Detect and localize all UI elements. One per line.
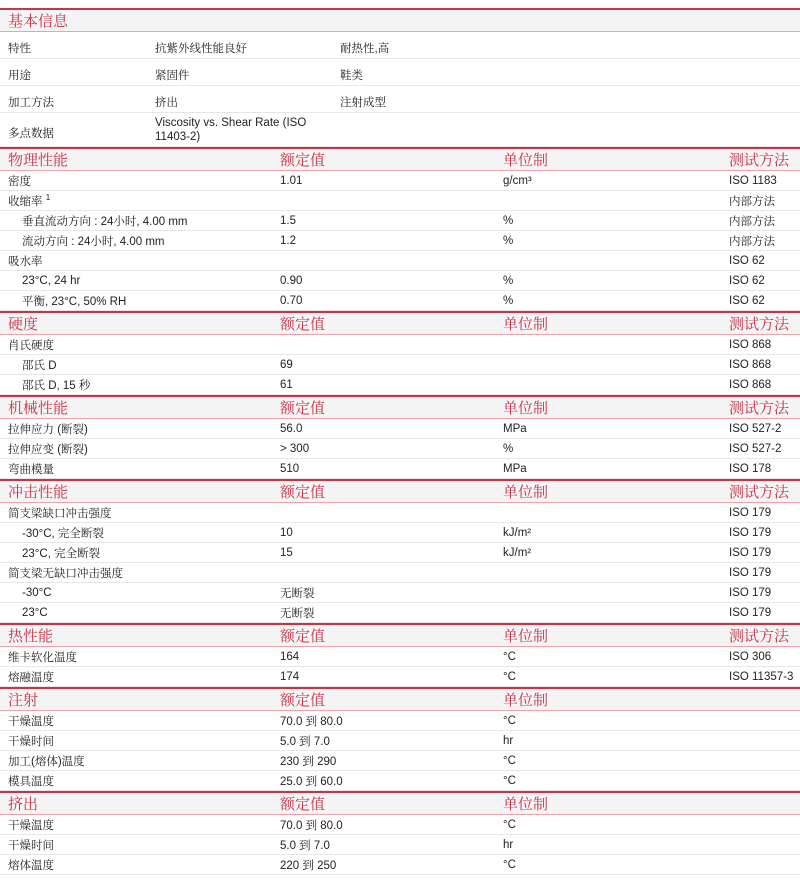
table-row: [0, 211, 800, 231]
section-title: 热性能: [8, 628, 54, 645]
table-row: [0, 459, 800, 479]
table-row: [0, 503, 800, 523]
value: 15: [280, 546, 293, 559]
basic-info-section: [0, 8, 800, 147]
table-row: [0, 855, 800, 875]
property-label: [22, 377, 90, 393]
section-title: 物理性能: [8, 152, 69, 169]
column-header-method: 测试方法: [729, 484, 790, 501]
table-row: [0, 231, 800, 251]
property-label: [8, 773, 54, 789]
property-label: 用途: [8, 70, 31, 82]
label-text: 简支梁无缺口冲击强度: [8, 567, 123, 580]
property-label: [8, 253, 43, 269]
label-text: 邵氏 D, 15 秒: [22, 379, 91, 392]
unit: °C: [503, 650, 516, 663]
table-row: [0, 191, 800, 211]
property-label: [22, 233, 165, 249]
label-text: -30°C, 完全断裂: [22, 527, 104, 540]
column-header-value: 额定值: [280, 628, 326, 645]
test-method: ISO 179: [729, 526, 772, 539]
property-value: 挤出: [155, 97, 178, 109]
unit: MPa: [503, 422, 527, 435]
label-text: 吸水率: [8, 255, 43, 268]
section-6: [0, 791, 800, 875]
section-header: [0, 8, 800, 32]
property-label: [22, 275, 80, 287]
property-label: 加工方法: [8, 97, 54, 109]
section-header: [0, 479, 800, 503]
value: 0.70: [280, 294, 303, 307]
section-title: 注射: [8, 692, 39, 709]
value: 5.0 到 7.0: [280, 839, 330, 852]
unit: °C: [503, 818, 516, 831]
test-method: ISO 179: [729, 566, 772, 579]
column-header-unit: 单位制: [503, 316, 549, 333]
value: 220 到 250: [280, 859, 337, 872]
unit: %: [503, 442, 514, 455]
section-5: [0, 687, 800, 791]
unit: %: [503, 234, 514, 247]
value: > 300: [280, 442, 310, 455]
property-label: [8, 173, 31, 189]
label-text: 邵氏 D: [22, 359, 57, 372]
column-header-unit: 单位制: [503, 692, 549, 709]
table-row: [0, 647, 800, 667]
label-text: 拉伸应变 (断裂): [8, 443, 88, 456]
test-method: 内部方法: [729, 195, 775, 208]
property-label: [8, 817, 54, 833]
table-row: [0, 603, 800, 623]
value: 69: [280, 358, 293, 371]
section-title: 机械性能: [8, 400, 69, 417]
value: 10: [280, 526, 293, 539]
property-value: 耐热性,高: [340, 43, 390, 55]
section-header: [0, 311, 800, 335]
table-row: [0, 171, 800, 191]
section-1: [0, 311, 800, 395]
basic-info-row: [0, 113, 800, 147]
test-method: ISO 868: [729, 338, 772, 351]
property-label: 特性: [8, 43, 31, 55]
label-text: 熔体温度: [8, 859, 54, 872]
table-row: [0, 751, 800, 771]
table-row: [0, 543, 800, 563]
table-row: [0, 563, 800, 583]
property-label: [8, 733, 54, 749]
column-header-value: 额定值: [280, 152, 326, 169]
section-title: 基本信息: [8, 13, 69, 30]
table-row: [0, 291, 800, 311]
column-header-unit: 单位制: [503, 400, 549, 417]
label-text: 干燥温度: [8, 819, 54, 832]
section-title: 硬度: [8, 316, 39, 333]
label-text: 熔融温度: [8, 671, 54, 684]
column-header-method: 测试方法: [729, 400, 790, 417]
table-row: [0, 667, 800, 687]
property-label: [22, 545, 100, 561]
table-row: [0, 815, 800, 835]
property-label: [8, 337, 54, 353]
property-label: [8, 193, 50, 209]
property-label: [22, 607, 48, 619]
property-label: [8, 649, 77, 665]
label-text: 23°C, 完全断裂: [22, 547, 101, 560]
value: 230 到 290: [280, 755, 337, 768]
unit: MPa: [503, 462, 527, 475]
value: 1.2: [280, 234, 296, 247]
unit: °C: [503, 754, 516, 767]
unit: kJ/m²: [503, 526, 532, 539]
property-label: [22, 587, 52, 599]
label-text: 平衡, 23°C, 50% RH: [22, 295, 127, 308]
section-3: [0, 479, 800, 623]
test-method: ISO 527-2: [729, 442, 782, 455]
table-row: [0, 523, 800, 543]
footnote-marker: 1: [45, 192, 51, 202]
table-row: [0, 439, 800, 459]
section-title: 挤出: [8, 796, 39, 813]
test-method: ISO 527-2: [729, 422, 782, 435]
property-label: [22, 293, 126, 309]
value: 1.01: [280, 174, 303, 187]
property-label: [22, 357, 57, 373]
table-row: [0, 835, 800, 855]
section-header: [0, 623, 800, 647]
property-label: [8, 505, 112, 521]
unit: %: [503, 214, 514, 227]
property-value: 注射成型: [340, 97, 386, 109]
value: 174: [280, 670, 300, 683]
unit: hr: [503, 838, 514, 851]
basic-info-row: [0, 59, 800, 86]
value: 1.5: [280, 214, 296, 227]
label-text: 加工(熔体)温度: [8, 755, 85, 768]
label-text: 收缩率: [8, 195, 43, 208]
section-header: [0, 395, 800, 419]
label-text: 干燥温度: [8, 715, 54, 728]
unit: hr: [503, 734, 514, 747]
column-header-unit: 单位制: [503, 628, 549, 645]
table-row: [0, 731, 800, 751]
label-text: 干燥时间: [8, 735, 54, 748]
basic-info-row: [0, 86, 800, 113]
column-header-method: 测试方法: [729, 152, 790, 169]
value: 25.0 到 60.0: [280, 775, 343, 788]
test-method: ISO 179: [729, 546, 772, 559]
label-text: 23°C, 24 hr: [22, 274, 81, 287]
unit: °C: [503, 714, 516, 727]
unit: °C: [503, 670, 516, 683]
column-header-method: 测试方法: [729, 316, 790, 333]
table-row: [0, 419, 800, 439]
property-value: 鞋类: [340, 70, 363, 82]
unit: g/cm³: [503, 174, 532, 187]
value: 无断裂: [280, 607, 315, 620]
property-label: [8, 837, 54, 853]
label-text: 23°C: [22, 606, 48, 619]
unit: kJ/m²: [503, 546, 532, 559]
section-header: [0, 147, 800, 171]
value: 70.0 到 80.0: [280, 819, 343, 832]
property-label: [8, 669, 54, 685]
label-text: 拉伸应力 (断裂): [8, 423, 88, 436]
value: 0.90: [280, 274, 303, 287]
test-method: ISO 11357-3: [729, 670, 794, 683]
property-label: [8, 441, 88, 457]
table-row: [0, 335, 800, 355]
value: 56.0: [280, 422, 303, 435]
test-method: ISO 179: [729, 586, 772, 599]
column-header-value: 额定值: [280, 316, 326, 333]
value: 510: [280, 462, 300, 475]
table-row: [0, 271, 800, 291]
section-0: [0, 147, 800, 311]
test-method: ISO 62: [729, 254, 765, 267]
label-text: 维卡软化温度: [8, 651, 77, 664]
column-header-value: 额定值: [280, 796, 326, 813]
section-header: [0, 791, 800, 815]
column-header-value: 额定值: [280, 692, 326, 709]
label-text: 肖氏硬度: [8, 339, 54, 352]
table-row: [0, 251, 800, 271]
section-2: [0, 395, 800, 479]
table-row: [0, 583, 800, 603]
test-method: 内部方法: [729, 235, 775, 248]
value: 5.0 到 7.0: [280, 735, 330, 748]
column-header-value: 额定值: [280, 484, 326, 501]
property-label: [8, 753, 85, 769]
value: 70.0 到 80.0: [280, 715, 343, 728]
test-method: 内部方法: [729, 215, 775, 228]
unit: %: [503, 274, 514, 287]
section-4: [0, 623, 800, 687]
label-text: 简支梁缺口冲击强度: [8, 507, 112, 520]
label-text: 密度: [8, 175, 31, 188]
value: 无断裂: [280, 587, 315, 600]
unit: °C: [503, 858, 516, 871]
test-method: ISO 178: [729, 462, 772, 475]
property-label: [22, 525, 104, 541]
label-text: 垂直流动方向 : 24小时, 4.00 mm: [22, 215, 188, 228]
property-label: 多点数据: [8, 128, 54, 140]
property-value: Viscosity vs. Shear Rate (ISO 11403-2): [155, 117, 307, 143]
label-text: -30°C: [22, 586, 52, 599]
property-label: [8, 421, 88, 437]
value: 164: [280, 650, 300, 663]
label-text: 弯曲模量: [8, 463, 54, 476]
property-label: [22, 213, 188, 229]
basic-info-row: [0, 32, 800, 59]
test-method: ISO 179: [729, 606, 772, 619]
table-row: [0, 711, 800, 731]
test-method: ISO 62: [729, 274, 765, 287]
property-label: [8, 857, 54, 873]
test-method: ISO 868: [729, 378, 772, 391]
value: 61: [280, 378, 293, 391]
unit: %: [503, 294, 514, 307]
property-value: 紧固件: [155, 70, 190, 82]
column-header-unit: 单位制: [503, 152, 549, 169]
label-text: 干燥时间: [8, 839, 54, 852]
test-method: ISO 868: [729, 358, 772, 371]
table-row: [0, 771, 800, 791]
table-row: [0, 355, 800, 375]
property-label: [8, 713, 54, 729]
label-text: 模具温度: [8, 775, 54, 788]
property-label: [8, 565, 123, 581]
column-header-value: 额定值: [280, 400, 326, 417]
section-header: [0, 687, 800, 711]
table-row: [0, 375, 800, 395]
test-method: ISO 1183: [729, 174, 777, 187]
label-text: 流动方向 : 24小时, 4.00 mm: [22, 235, 165, 248]
column-header-method: 测试方法: [729, 628, 790, 645]
test-method: ISO 62: [729, 294, 765, 307]
property-value: 抗紫外线性能良好: [155, 43, 247, 55]
column-header-unit: 单位制: [503, 484, 549, 501]
column-header-unit: 单位制: [503, 796, 549, 813]
property-label: [8, 461, 54, 477]
test-method: ISO 306: [729, 650, 772, 663]
test-method: ISO 179: [729, 506, 772, 519]
section-title: 冲击性能: [8, 484, 69, 501]
unit: °C: [503, 774, 516, 787]
